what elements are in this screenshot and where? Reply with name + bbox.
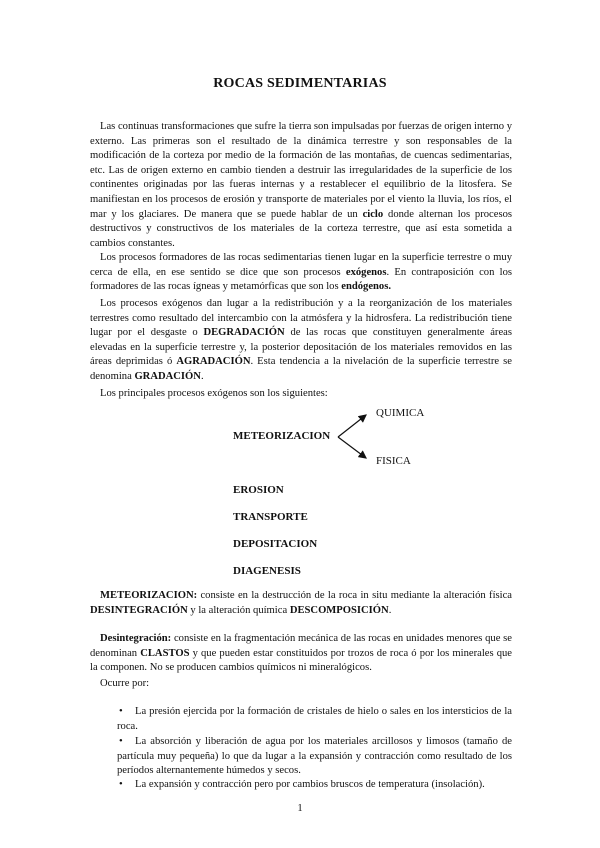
bullet-glyph: •: [119, 736, 123, 747]
term-ciclo: ciclo: [362, 208, 384, 220]
paragraph-principales: Los principales procesos exógenos son los siguientes:: [100, 388, 328, 399]
bullet-glyph: •: [119, 706, 123, 717]
term-desintegracion: DESINTEGRACIÓN: [90, 604, 188, 616]
arrow-to-fisica: [338, 437, 366, 458]
paragraph-desintegracion-text-2: y que pueden estar constituidos por trozos de roca ó por los minerales que la componen. No se producen cambios químicos ni mineralógicos.: [90, 647, 512, 674]
paragraph-meteorizacion-text-3: .: [388, 604, 392, 616]
term-descomposicion: DESCOMPOSICIÓN: [289, 604, 389, 616]
bullet-item: [117, 705, 512, 734]
bullet-text: La absorción y liberación de agua por los materiales arcillosos y limosos (tamaño de partícula muy pequeña) lo que da lugar a la expansión y contracción como resultado de los períodos alternantemente húmedos y secos.: [117, 736, 512, 777]
paragraph-meteorizacion-text: consiste en la destrucción de la roca in situ mediante la alteración física: [200, 590, 512, 601]
page-title: ROCAS SEDIMENTARIAS: [213, 76, 387, 91]
paragraph-procesos-text-3: . Esta tendencia a la nivelación de la superficie terrestre se denomina: [90, 356, 512, 382]
paragraph-ocurre-por: Ocurre por:: [100, 678, 150, 689]
label-diagenesis: DIAGENESIS: [233, 565, 301, 577]
label-depositacion: DEPOSITACION: [233, 538, 318, 550]
label-fisica: FISICA: [376, 455, 411, 467]
bullet-item: [117, 778, 512, 793]
label-quimica: QUIMICA: [376, 407, 425, 419]
paragraph-desintegracion-text: consiste en la fragmentación mecánica de las rocas en unidades menores que se denominan: [90, 633, 512, 659]
label-erosion: EROSION: [233, 484, 284, 496]
paragraph-meteorizacion: [90, 589, 512, 618]
term-clastos: CLASTOS: [140, 647, 190, 659]
term-meteorizacion: METEORIZACION:: [100, 590, 198, 601]
term-desintegracion-heading: Desintegración:: [100, 633, 172, 644]
paragraph-procesos-text-4: .: [200, 370, 204, 382]
paragraph-procesos-text: Los procesos exógenos dan lugar a la redistribución y a la reorganización de los materiales terrestres como resultado del intercambio con la atmósfera y la hidrosfera. La redistribución tiene lugar por el desgaste o: [90, 298, 512, 339]
bullet-glyph: •: [119, 779, 123, 790]
term-gradacion: GRADACIÓN: [134, 370, 201, 382]
term-endogenos: endógenos.: [341, 281, 391, 293]
branch-arrows: [0, 400, 600, 590]
bullet-text: La presión ejercida por la formación de cristales de hielo o sales en los intersticios de la roca.: [117, 706, 512, 732]
paragraph-exogenos: [90, 251, 512, 295]
arrow-to-quimica: [338, 415, 366, 437]
process-diagram: [0, 400, 600, 590]
term-agradacion: AGRADACIÓN: [176, 356, 251, 368]
term-degradacion: DEGRADACIÓN: [203, 327, 285, 339]
paragraph-exogenos-text: Los procesos formadores de las rocas sedimentarias tienen lugar en la superficie terrestre o muy cerca de ella, en ese sentido se dice que son procesos: [90, 252, 512, 278]
label-meteorizacion: METEORIZACION: [233, 430, 331, 442]
paragraph-intro: [90, 120, 512, 251]
paragraph-meteorizacion-text-2: y la alteración química: [190, 604, 288, 616]
paragraph-intro-text: Las continuas transformaciones que sufre la tierra son impulsadas por fuerzas de origen interno y externo. Las primeras son el resultado de la dinámica terrestre y son responsables de la modificación de la corteza por medio de la formación de las montañas, de cuencas sedimentarias, etc. Las de origen externo en cambio tienden a destruir las irregularidades de la superficie de los continentes originadas por las fueras internas y a restablecer el equilibrio de la litosfera. Se manifiestan en los procesos de erosión y transporte de materiales por el viento la lluvia, los ríos, el mar y los glaciares. De manera que se puede hablar de un: [90, 121, 512, 220]
page-number: 1: [297, 803, 303, 814]
label-transporte: TRANSPORTE: [233, 511, 308, 523]
bullet-text: La expansión y contracción pero por cambios bruscos de temperatura (insolación).: [135, 779, 485, 790]
paragraph-procesos: [90, 297, 512, 385]
bullet-item: [117, 735, 512, 779]
paragraph-exogenos-text-2: . En contraposición con los formadores de las rocas ígneas y metamórficas que son los: [90, 266, 512, 293]
paragraph-intro-end: donde alternan los procesos destructivos y constructivos de los materiales de la corteza terrestre, que así esta sometida a cambios constantes.: [90, 208, 512, 249]
paragraph-procesos-text-2: de las rocas que constituyen generalmente áreas elevadas en la superficie terrestre y, la posterior depositación de los materiales removidos en las áreas deprimidas ó: [90, 327, 512, 368]
paragraph-desintegracion: [90, 632, 512, 676]
term-exogenos: exógenos: [345, 266, 387, 278]
